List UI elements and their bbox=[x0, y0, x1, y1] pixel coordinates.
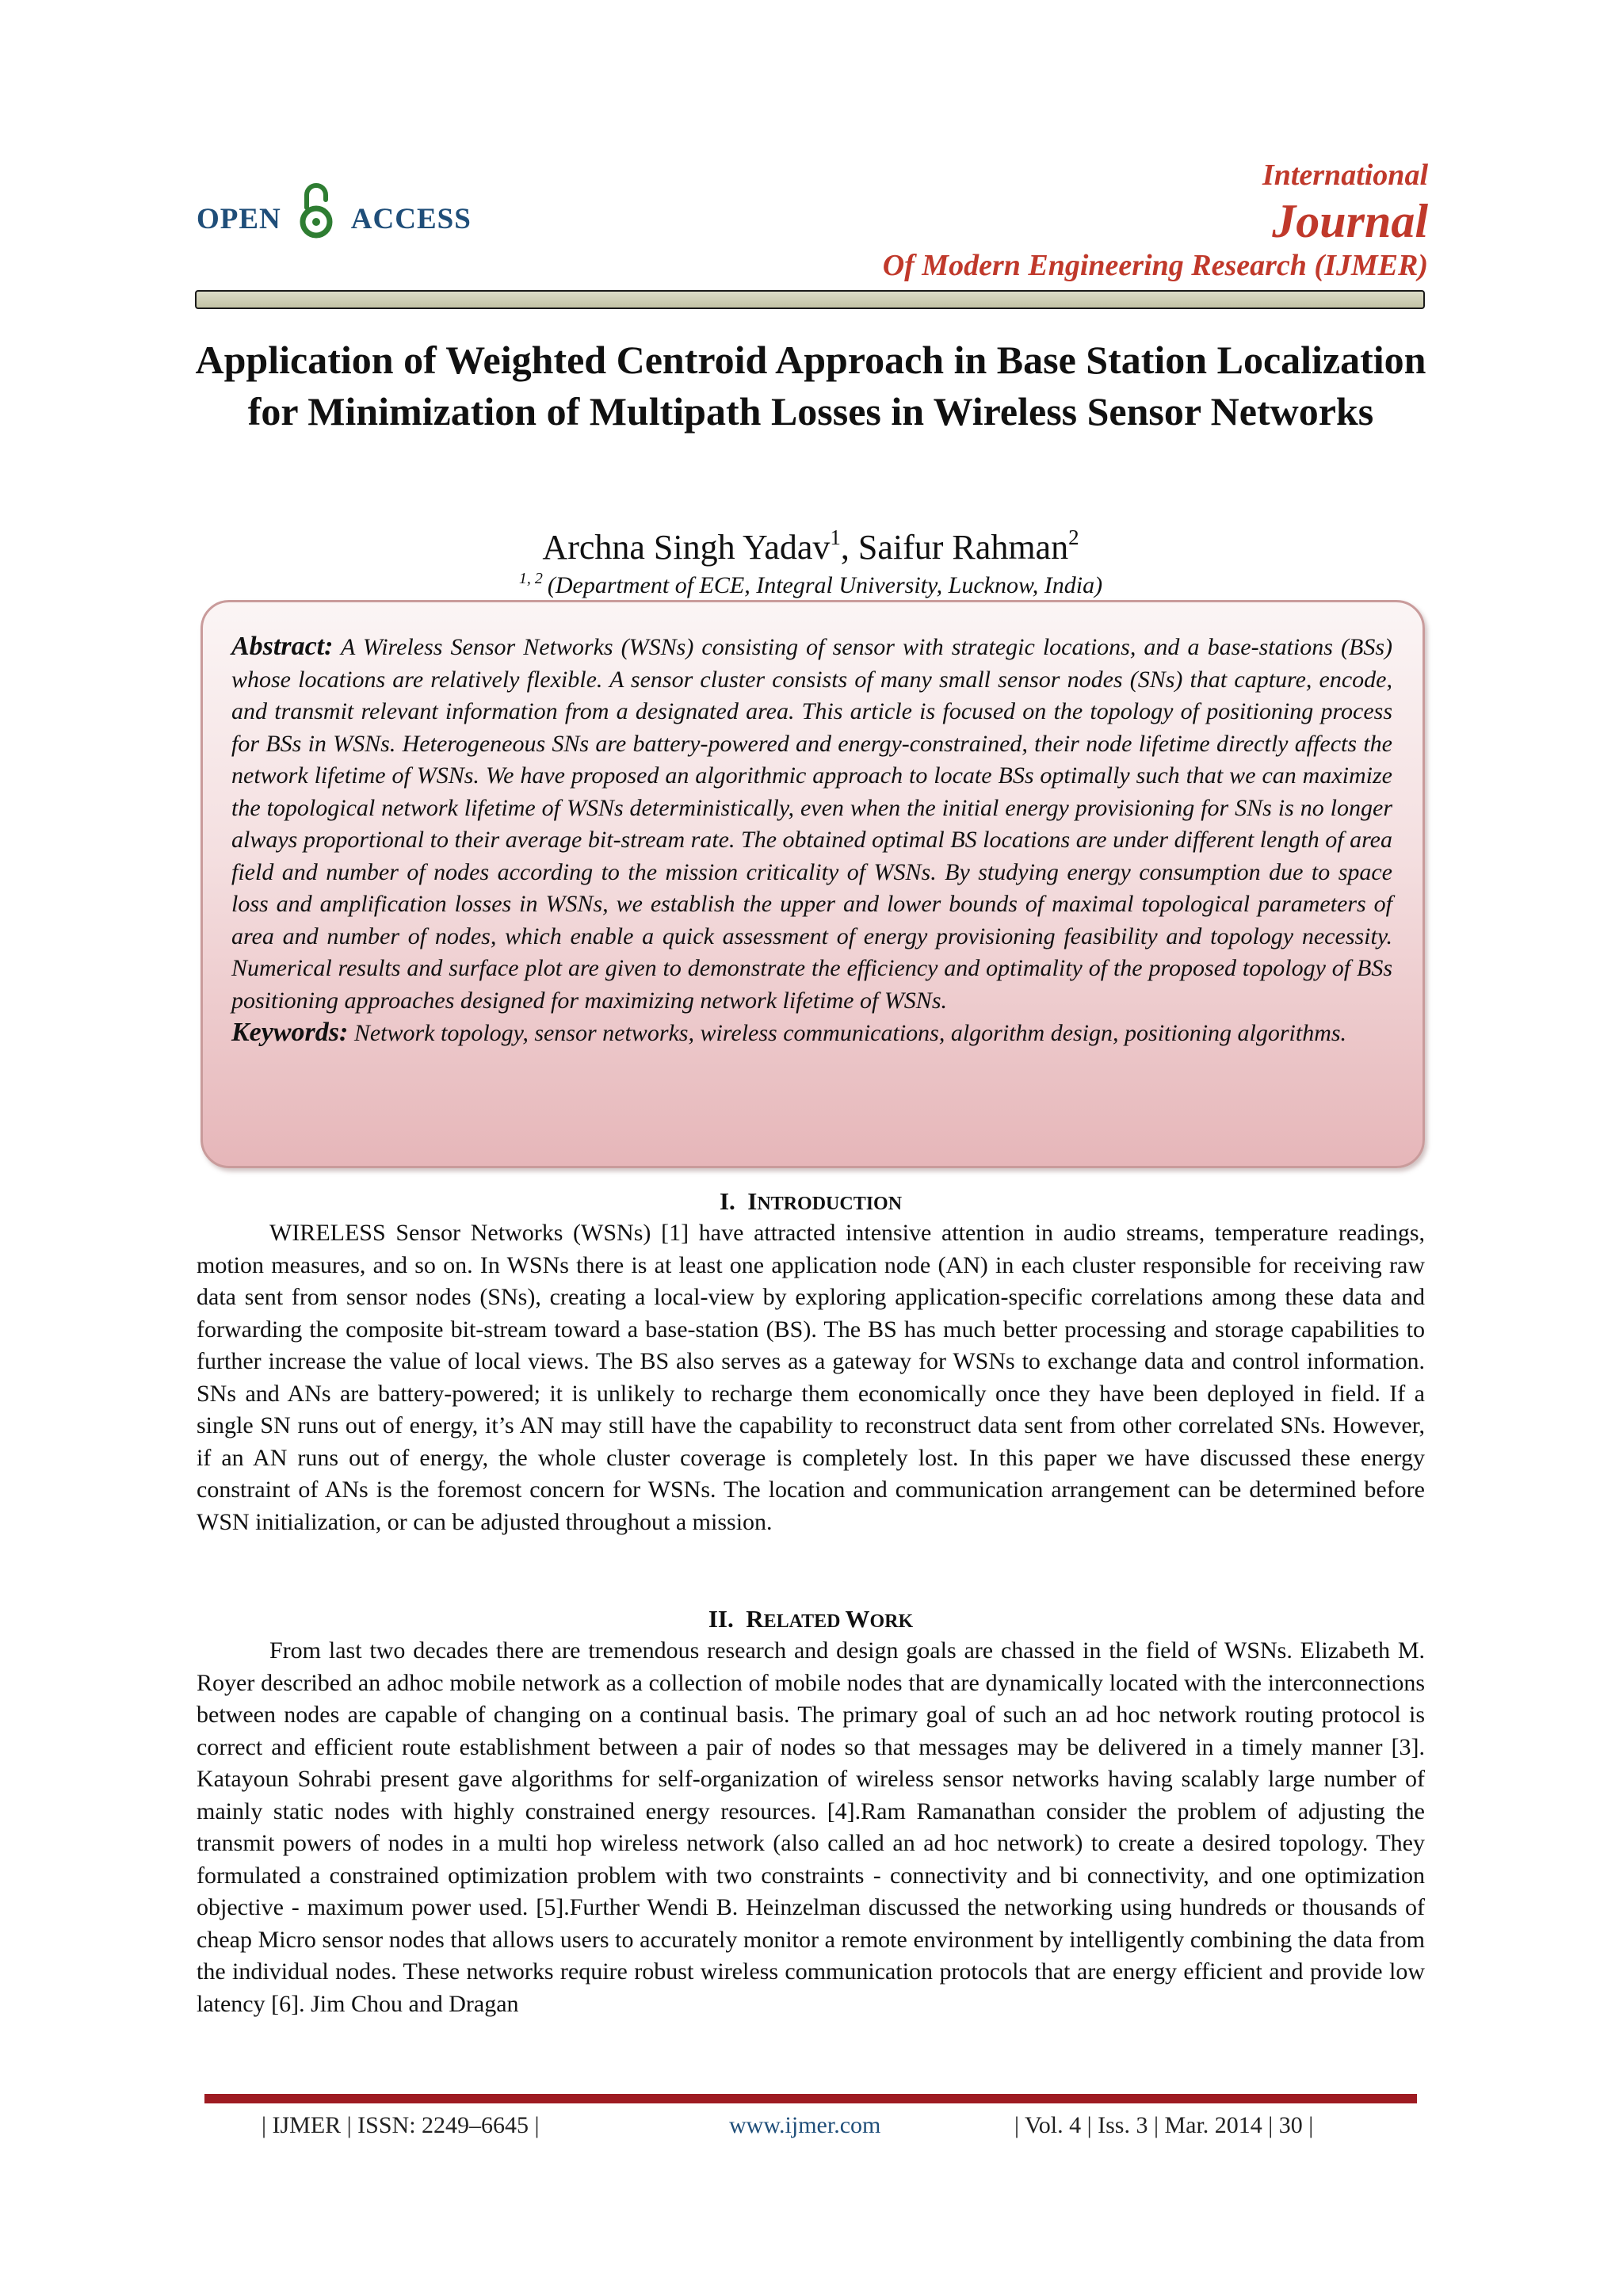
section-title-rest: ORK bbox=[869, 1611, 914, 1632]
affiliation-text: (Department of ECE, Integral University, Lucknow, India) bbox=[547, 572, 1103, 598]
journal-subtitle: Of Modern Engineering Research (IJMER) bbox=[882, 249, 1428, 282]
section-title-initial: I bbox=[747, 1187, 758, 1215]
footer-rule bbox=[204, 2094, 1417, 2103]
keywords-body: Network topology, sensor networks, wireless communications, algorithm design, positioning algorithms. bbox=[353, 1020, 1347, 1046]
author-name: Archna Singh Yadav bbox=[542, 528, 831, 567]
open-access-left-text: OPEN bbox=[197, 202, 281, 235]
footer-website-link[interactable]: www.ijmer.com bbox=[729, 2112, 881, 2138]
open-lock-icon bbox=[299, 179, 334, 241]
section-number: II. bbox=[708, 1605, 734, 1633]
section-number: I. bbox=[719, 1187, 735, 1215]
journal-name: Journal bbox=[1272, 195, 1428, 247]
section-heading-introduction bbox=[195, 1186, 1426, 1220]
author-separator: , bbox=[840, 528, 858, 567]
journal-international: International bbox=[1262, 159, 1428, 192]
affiliation-superscript: 1, 2 bbox=[518, 570, 543, 587]
open-access-logo bbox=[197, 197, 472, 241]
paper-title: Application of Weighted Centroid Approach in Base Station Localization for Minimization of Multipath Losses in Wireless Sensor Networks bbox=[195, 338, 1426, 434]
section-heading-related-work bbox=[195, 1603, 1426, 1637]
paragraph-text: WIRELESS Sensor Networks (WSNs) [1] have attracted intensive attention in audio streams, temperature readings, motion measures, and so on. In WSNs there is at least one application node (AN) in each cluster responsible for receiving raw data sent from sensor nodes (SNs), creating a local-view by exploring application-specific correlations among these data and forwarding the composite bit-stream toward a base-station (BS). The BS has much better processing and storage capabilities to further increase the value of local views. The BS also serves as a gateway for WSNs to exchange data and control information. SNs and ANs are battery-powered; it is unlikely to recharge them economically once they have been deployed in field. If a single SN runs out of energy, it’s AN may still have the capability to reconstruct data sent from other correlated SNs. However, if an AN runs out of energy, the whole cluster coverage is completely lost. In this paper we have discussed these energy constraint of ANs is the foremost concern for WSNs. The location and communication arrangement can be determined before WSN initialization, or can be adjusted throughout a mission. bbox=[197, 1220, 1425, 1535]
footer-issn: | IJMER | ISSN: 2249–6645 | bbox=[262, 2112, 540, 2138]
section-body-introduction bbox=[197, 1217, 1425, 1538]
section-title-rest: NTRODUCTION bbox=[757, 1194, 903, 1214]
abstract bbox=[231, 631, 1392, 1050]
section-body-related-work bbox=[197, 1635, 1425, 2020]
section-title-initial: R bbox=[746, 1605, 764, 1633]
paragraph-text: From last two decades there are tremendous research and design goals are chassed in the field of WSNs. Elizabeth M. Royer described an adhoc mobile network as a collection of mobile nodes that are dynamically located with the interconnections between nodes are capable of changing on a continual basis. The primary goal of such an ad hoc network routing protocol is correct and efficient route establishment between a pair of nodes so that messages may be delivered in a timely manner [3]. Katayoun Sohrabi present gave algorithms for self-organization of wireless sensor networks having scalably large number of mainly static nodes with highly constrained energy resources. [4].Ram Ramanathan consider the problem of adjusting the transmit powers of nodes in a multi hop wireless network (also called an ad hoc network) to create a desired topology. They formulated a constrained optimization problem with two constraints - connectivity and bi connectivity, and one optimization objective - maximum power used. [5].Further Wendi B. Heinzelman discussed the networking using hundreds or thousands of cheap Micro sensor nodes that allows users to accurately monitor a remote environment by intelligently combining the data from the individual nodes. These networks require robust wireless communication protocols that are energy efficient and provide low latency [6]. Jim Chou and Dragan bbox=[197, 1637, 1425, 2017]
section-title-mid: ELATED bbox=[763, 1611, 846, 1632]
open-access-right-text: ACCESS bbox=[350, 202, 472, 235]
author-name: Saifur Rahman bbox=[857, 528, 1069, 567]
footer-volume-info: | Vol. 4 | Iss. 3 | Mar. 2014 | 30 | bbox=[1014, 2112, 1314, 2138]
author-superscript: 2 bbox=[1068, 525, 1079, 549]
abstract-label: Abstract: bbox=[231, 632, 334, 661]
author-superscript: 1 bbox=[830, 525, 841, 549]
affiliation bbox=[195, 564, 1426, 600]
section-title-initial: W bbox=[845, 1605, 870, 1633]
author-line bbox=[195, 517, 1426, 568]
abstract-body: A Wireless Sensor Networks (WSNs) consisting of sensor with strategic locations, and a base-stations (BSs) whose locations are relatively flexible. A sensor cluster consists of many small sensor nodes (SNs) that capture, encode, and transmit relevant information from a designated area. This article is focused on the topology of positioning process for BSs in WSNs. Heterogeneous SNs are battery-powered and energy-constrained, their node lifetime directly affects the network lifetime of WSNs. We have proposed an algorithmic approach to locate BSs optimally such that we can maximize the topological network lifetime of WSNs deterministically, even when the initial energy provisioning for SNs is no longer always proportional to their average bit-stream rate. The obtained optimal BS locations are under different length of area field and number of nodes according to the mission criticality of WSNs. By studying energy consumption due to space loss and amplification losses in WSNs, we establish the upper and lower bounds of maximal topological parameters of area and number of nodes, which enable a quick assessment of energy provisioning feasibility and topology necessity. Numerical results and surface plot are given to demonstrate the efficiency and optimality of the proposed topology of BSs positioning approaches designed for maximizing network lifetime of WSNs. bbox=[231, 634, 1392, 1014]
keywords-label: Keywords: bbox=[231, 1018, 349, 1047]
header-rule bbox=[195, 290, 1425, 309]
journal-masthead bbox=[883, 155, 1428, 284]
